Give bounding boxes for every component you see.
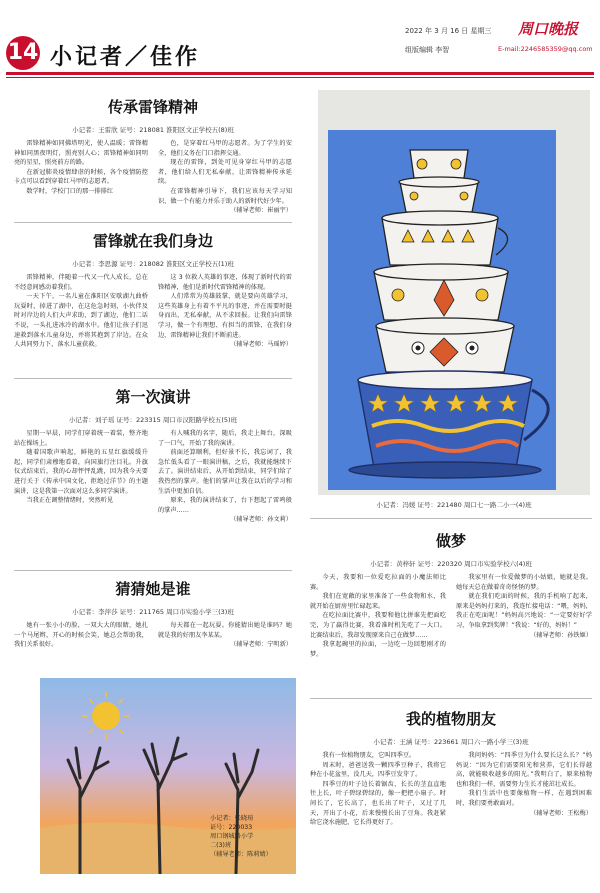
article-title: 猜猜她是谁 (115, 580, 191, 598)
header-rule (6, 72, 594, 75)
paragraph: 我家里有一位爱做梦的小姑娘，她就是我。她每天总在做着奇奇怪怪的梦。 (456, 574, 592, 591)
paragraph: 一天下午，一名儿童在淮阳区安歇湖九曲桥玩耍时，掉进了湖中，在这危急时刻，小伙伴及时对岸边的人们大声求助，到了湖边，他们二话不说，一头扎进冰冷的湖水中。他们让孩子们迅速救到落水儿童身边，并将其抱到了岸边。在众人共同努力下，落水儿童获救。 (14, 293, 148, 349)
teacher-credit: （辅导老师：孙文莉） (230, 516, 292, 524)
article-title: 雷锋就在我们身边 (92, 232, 213, 250)
paragraph: 我有一位植物朋友，它叫四季豆。 (322, 752, 416, 759)
teacher-credit: （辅导老师：王松梅） (530, 809, 592, 817)
paragraph: 在雷锋精神引导下，我们应该每天学习知识，做一个有能力并乐于助人的新时代好少年。 (158, 187, 292, 205)
paragraph: 今天，我要和一位爱吃拉面的小魔法师比赛。 (310, 574, 446, 591)
article-byline: 小记者：王涵 证号：223661 周口六一路小学三(3)班 (373, 738, 529, 746)
paragraph: 在吃拉面比赛中，我要和他比拼谁先把面吃完，为了赢得比赛，我看准时机先吃了一大口。比赛结束后，我却发现原来自己在做梦…… (310, 612, 446, 639)
caption-line: 周口钢城路小学 (210, 833, 254, 840)
paragraph: 星期一早晨，同学们穿着统一着装，整齐地站在操场上。 (14, 430, 148, 447)
teacher-credit: （辅导老师：宁明新） (230, 641, 292, 649)
article-5 (310, 530, 592, 659)
paragraph: 每天都在一起玩耍。你能猜出她是谁吗？她就是我的好朋友李某某。 (158, 622, 292, 639)
article-byline: 小记者：王雷欣 证号：218081 淮阳区文正学校五(8)班 (72, 126, 234, 134)
caption-line: （辅导老师：陈莉婧） (210, 851, 272, 858)
paragraph: 我们在宽敞的家里准备了一些食物和水，我就开始在厨房里忙碌起来。 (310, 593, 446, 610)
email-line: E-mail:2246585359@qq.com (498, 45, 593, 53)
article-4 (14, 578, 292, 650)
teacups-drawing (318, 90, 590, 495)
paragraph: 周末时，爸爸送我一颗四季豆种子，我将它种在小花盆里，没几天，四季豆发芽了。 (310, 761, 446, 779)
caption-line: 二(3)班 (210, 842, 232, 849)
paragraph: 有人喊我的名字，随后，我走上舞台，深吸了一口气，开始了我的演讲。 (158, 430, 292, 447)
divider (14, 222, 292, 223)
paragraph: 人们常常为英雄鼓掌，就是要向英雄学习，这些英雄身上有着不平凡的事迹，并在需要时挺身而出，无私奉献，从不求回报。让我们向雷锋学习，做一个有理想、有担当的雷锋，在我们身边，雷锋精神让我们不断前进。 (158, 293, 292, 339)
article-byline: 小记者：李萍莎 证号：211765 周口市实验小学三(3)班 (72, 608, 234, 616)
divider (310, 698, 592, 699)
article-byline: 小记者：黄梓轩 证号：220320 周口市实验学校六(4)班 (370, 560, 532, 568)
paragraph: 四季豆的叶子边长着锯齿，长长的茎直直地往上长，叶子碧绿碧绿的，像一把把小扇子。时间长了，它长高了，也长出了叶子，又过了几天，开出了小花，后来慢慢长出了豆角。我赶紧给它浇水施肥，它长得更好了。 (310, 780, 446, 827)
article-title: 第一次演讲 (115, 388, 191, 406)
caption-line: 小记者：张晓瑄 (210, 815, 254, 822)
paragraph: 随着国歌声响起，鲜艳的五星红旗缓缓升起，同学们肃穆地看着，向国旗行注目礼。升旗仪式结束后，我的心却怦怦乱跳，因为我今天要进行关于《传承中国文化，拒绝过洋节》的主题演讲，这是我第一次面对这么多同学演讲。 (14, 449, 148, 495)
paragraph: 我们生活中也要像植物一样，在遇到困难时，我们要勇敢面对。 (456, 790, 592, 807)
teacher-credit: （辅导老师：孙铁姬） (530, 631, 592, 639)
article-1 (14, 96, 292, 216)
divider (14, 570, 292, 571)
article-body (310, 751, 592, 828)
date-line: 2022 年 3 月 16 日 星期三 (405, 27, 492, 35)
article-body (14, 429, 292, 525)
paragraph: 数学时，学校门口的那一排排红 (26, 187, 114, 195)
paragraph: 就在我们吃面的时候，我的手机响了起来，原来是妈妈打来的，我连忙接电话：“喂，妈妈，我正在吃面呢！”妈妈高兴地说：“一定要好好学习，争取拿到奖牌！”我说：“好的，妈妈！” (456, 593, 592, 629)
paragraph: 雷锋精神，伴随着一代又一代人成长，总在不经意间感动着我们。 (14, 274, 148, 291)
paragraph: 雷锋精神如同佛塔明光，使人温暖；雷锋精神如同黑夜明灯，照亮别人心；雷锋精神如同明亮的星星，照亮前方的路。 (14, 140, 148, 167)
paragraph: 原来，我的演讲结束了，台下想起了雷鸣般的掌声…… (158, 497, 292, 514)
teacups-caption: 小记者：冯媛 证号：221480 周口七一路二小一(4)班 (376, 501, 532, 509)
teacher-credit: （辅导老师：马瑶婷） (230, 341, 292, 349)
article-byline: 小记者：李思源 证号：218082 淮阳区文正学校五(1)班 (72, 260, 234, 268)
paragraph: 她有一张小小的脸，一双大大的眼睛，她扎一个马尾辫，开心的时候会笑，她总会帮助我，我们关系很好。 (14, 622, 148, 649)
caption-line: 证号：220033 (210, 824, 253, 831)
newspaper-logo: 周口晚报 (518, 20, 579, 38)
trees-caption (210, 814, 292, 859)
paragraph: 我拿起碗里的拉面，一边吃一边回想刚才的梦。 (310, 641, 446, 658)
paragraph: 前面还算顺利，但好景不长，我忘词了，我急忙低头看了一眼演讲稿，之后，我就能继续下去了。演讲结束后，从开始到结束，同学们给了我热烈的掌声。他们的掌声让我在以后的学习和生活中更加自信。 (158, 449, 292, 495)
header-rule-thin (6, 77, 594, 78)
page-number-badge: 14 (6, 36, 40, 70)
section-title: 小记者／佳作 (50, 44, 201, 70)
editor-line: 组版编辑 李智 (405, 46, 450, 54)
article-body (14, 273, 292, 350)
article-title: 传承雷锋精神 (107, 98, 198, 116)
paragraph: 这 3 位救人英雄的事迹，体现了新时代的雷锋精神，他们是新时代雷锋精神的体现。 (158, 274, 292, 291)
article-body (14, 621, 292, 650)
article-6 (310, 708, 592, 828)
paragraph: 在新冠肺炎疫情肆虐的时候，各个疫情防控卡点可以看到穿着红马甲的志愿者。 (14, 168, 148, 186)
article-body (310, 573, 592, 659)
article-body (14, 139, 292, 216)
teacher-credit: （辅导老师：崔丽宇） (230, 207, 292, 215)
article-title: 做梦 (435, 532, 466, 550)
paragraph: 色，是穿着红马甲的志愿者。为了学生的安全，他们义务在门口指挥交通。 (158, 140, 292, 157)
divider (14, 378, 292, 379)
paragraph: 我问妈妈：“四季豆为什么要长这么长？”妈妈说：“因为它们需要阳光和营养，它们长得越高，就能吸收越多的阳光。”我明白了，原来植物也和我们一样，需要努力生长才能茁壮成长。 (456, 752, 592, 788)
paragraph: 当我正在调整情绪时，突然听见 (26, 497, 114, 505)
article-2 (14, 230, 292, 350)
article-byline: 小记者：刘子瑶 证号：223315 周口市汉阳路学校五(5)班 (68, 416, 238, 424)
paragraph: 现在的雷锋，到处可见身穿红马甲的志愿者，他们给人们无私奉献，让雷锋精神传承延续。 (158, 159, 292, 186)
article-title: 我的植物朋友 (405, 710, 496, 728)
sun-icon (92, 702, 120, 730)
divider (310, 518, 592, 519)
teacups-drawing-svg (318, 90, 590, 495)
article-3 (14, 386, 292, 525)
